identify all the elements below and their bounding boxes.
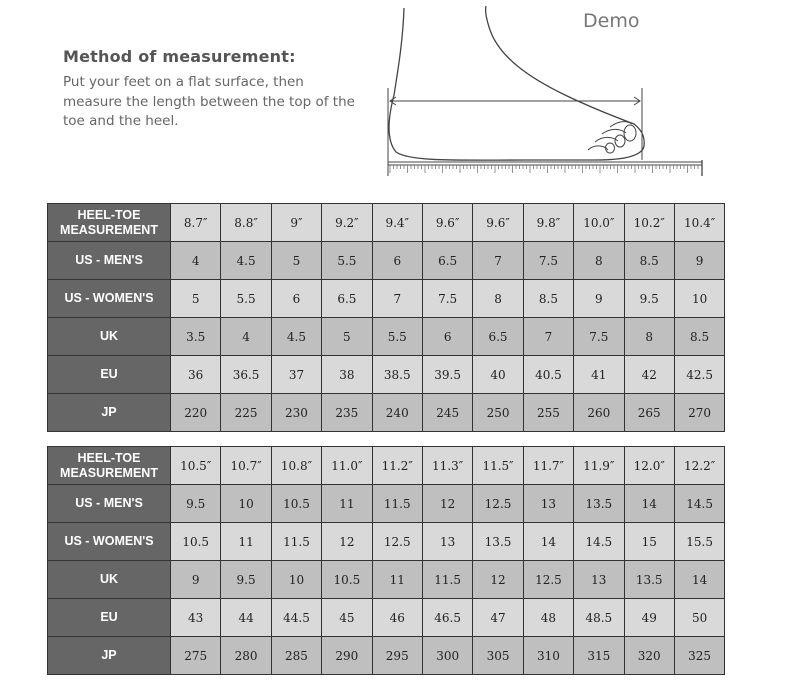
row-header: EU [48,356,171,394]
table-row [48,447,725,485]
size-cell: 13 [574,561,624,599]
method-title: Method of measurement: [63,47,296,66]
size-cell: 240 [372,394,422,432]
size-cell: 37 [271,356,321,394]
size-cell: 6.5 [322,280,372,318]
size-cell: 13 [523,485,573,523]
size-cell: 8 [624,318,674,356]
size-cell: 11 [221,523,271,561]
size-cell: 11 [322,485,372,523]
size-cell: 4 [221,318,271,356]
size-cell: 12.5 [523,561,573,599]
size-cell: 9 [574,280,624,318]
size-cell: 275 [171,637,221,675]
size-cell: 50 [674,599,724,637]
size-cell: 255 [523,394,573,432]
size-cell: 10.0″ [574,204,624,242]
size-cell: 4.5 [271,318,321,356]
size-cell: 14.5 [674,485,724,523]
table-row [48,204,725,242]
demo-label: Demo [583,10,640,32]
size-cell: 9 [674,242,724,280]
row-header: EU [48,599,171,637]
table-row [48,394,725,432]
size-cell: 7 [523,318,573,356]
size-cell: 290 [322,637,372,675]
size-cell: 10.2″ [624,204,674,242]
size-cell: 10 [271,561,321,599]
size-cell: 8.5 [523,280,573,318]
size-cell: 11.5″ [473,447,523,485]
size-cell: 44.5 [271,599,321,637]
row-header: US - MEN'S [48,485,171,523]
size-cell: 11.5 [372,485,422,523]
size-cell: 10.5″ [171,447,221,485]
size-cell: 225 [221,394,271,432]
size-cell: 230 [271,394,321,432]
size-cell: 7.5 [574,318,624,356]
size-cell: 38.5 [372,356,422,394]
size-cell: 9.6″ [473,204,523,242]
size-cell: 12.2″ [674,447,724,485]
size-cell: 5.5 [372,318,422,356]
size-cell: 5 [171,280,221,318]
size-cell: 12 [473,561,523,599]
size-cell: 44 [221,599,271,637]
size-cell: 3.5 [171,318,221,356]
size-cell: 10 [674,280,724,318]
size-cell: 250 [473,394,523,432]
size-cell: 13.5 [473,523,523,561]
table-row [48,242,725,280]
size-cell: 310 [523,637,573,675]
size-cell: 305 [473,637,523,675]
size-cell: 6.5 [473,318,523,356]
size-cell: 10.5 [271,485,321,523]
size-cell: 48 [523,599,573,637]
table-row [48,485,725,523]
size-cell: 5 [271,242,321,280]
size-cell: 10.4″ [674,204,724,242]
size-cell: 8.5 [624,242,674,280]
size-cell: 12 [322,523,372,561]
size-cell: 13.5 [624,561,674,599]
table-body [48,447,725,675]
size-cell: 36.5 [221,356,271,394]
row-header: US - WOMEN'S [48,280,171,318]
size-cell: 48.5 [574,599,624,637]
size-cell: 40.5 [523,356,573,394]
size-cell: 9.2″ [322,204,372,242]
size-cell: 39.5 [422,356,472,394]
row-header: US - WOMEN'S [48,523,171,561]
size-cell: 8.8″ [221,204,271,242]
size-cell: 220 [171,394,221,432]
size-cell: 245 [422,394,472,432]
size-cell: 12.0″ [624,447,674,485]
size-cell: 15 [624,523,674,561]
size-cell: 270 [674,394,724,432]
size-cell: 11 [372,561,422,599]
row-header: HEEL-TOE MEASUREMENT [48,204,171,242]
table-row [48,637,725,675]
size-cell: 8 [574,242,624,280]
size-cell: 6.5 [422,242,472,280]
size-cell: 9″ [271,204,321,242]
size-cell: 7.5 [422,280,472,318]
size-cell: 42.5 [674,356,724,394]
size-cell: 325 [674,637,724,675]
size-cell: 49 [624,599,674,637]
size-cell: 8 [473,280,523,318]
size-cell: 7 [372,280,422,318]
size-chart-table-1 [47,203,725,432]
table-row [48,561,725,599]
size-cell: 12.5 [372,523,422,561]
size-cell: 6 [271,280,321,318]
size-cell: 7.5 [523,242,573,280]
size-cell: 235 [322,394,372,432]
size-cell: 295 [372,637,422,675]
size-cell: 12 [422,485,472,523]
size-cell: 14 [523,523,573,561]
size-cell: 11.9″ [574,447,624,485]
size-cell: 13 [422,523,472,561]
size-cell: 6 [422,318,472,356]
size-cell: 43 [171,599,221,637]
size-cell: 320 [624,637,674,675]
size-cell: 7 [473,242,523,280]
size-cell: 6 [372,242,422,280]
size-cell: 10.8″ [271,447,321,485]
size-cell: 10.5 [171,523,221,561]
size-cell: 11.5 [422,561,472,599]
size-cell: 10.7″ [221,447,271,485]
size-cell: 8.7″ [171,204,221,242]
size-cell: 5.5 [322,242,372,280]
table-row [48,523,725,561]
row-header: UK [48,561,171,599]
size-cell: 14 [674,561,724,599]
size-cell: 11.3″ [422,447,472,485]
method-description: Put your feet on a flat surface, then measure the length between the top of the toe and the heel. [63,74,355,129]
size-cell: 8.5 [674,318,724,356]
size-cell: 265 [624,394,674,432]
row-header: UK [48,318,171,356]
size-cell: 15.5 [674,523,724,561]
size-cell: 38 [322,356,372,394]
size-cell: 280 [221,637,271,675]
row-header: JP [48,394,171,432]
size-cell: 260 [574,394,624,432]
size-cell: 9 [171,561,221,599]
size-cell: 285 [271,637,321,675]
table-row [48,356,725,394]
size-chart-table-2 [47,446,725,675]
row-header: US - MEN'S [48,242,171,280]
size-cell: 40 [473,356,523,394]
row-header: JP [48,637,171,675]
size-cell: 46 [372,599,422,637]
size-cell: 9.5 [221,561,271,599]
table-row [48,599,725,637]
size-cell: 12.5 [473,485,523,523]
size-cell: 46.5 [422,599,472,637]
size-cell: 11.0″ [322,447,372,485]
size-cell: 5.5 [221,280,271,318]
size-cell: 41 [574,356,624,394]
size-cell: 300 [422,637,472,675]
size-cell: 5 [322,318,372,356]
foot-measurement-illustration [380,0,710,185]
size-cell: 11.2″ [372,447,422,485]
table-body [48,204,725,432]
size-cell: 45 [322,599,372,637]
size-cell: 9.5 [624,280,674,318]
size-cell: 13.5 [574,485,624,523]
size-cell: 11.7″ [523,447,573,485]
size-cell: 10.5 [322,561,372,599]
row-header: HEEL-TOE MEASUREMENT [48,447,171,485]
size-cell: 47 [473,599,523,637]
size-cell: 11.5 [271,523,321,561]
size-cell: 10 [221,485,271,523]
size-cell: 9.4″ [372,204,422,242]
size-cell: 9.6″ [422,204,472,242]
size-cell: 14 [624,485,674,523]
table-row [48,280,725,318]
size-cell: 9.5 [171,485,221,523]
size-cell: 36 [171,356,221,394]
size-cell: 4.5 [221,242,271,280]
size-cell: 4 [171,242,221,280]
size-cell: 315 [574,637,624,675]
size-cell: 42 [624,356,674,394]
size-cell: 9.8″ [523,204,573,242]
size-cell: 14.5 [574,523,624,561]
table-row [48,318,725,356]
